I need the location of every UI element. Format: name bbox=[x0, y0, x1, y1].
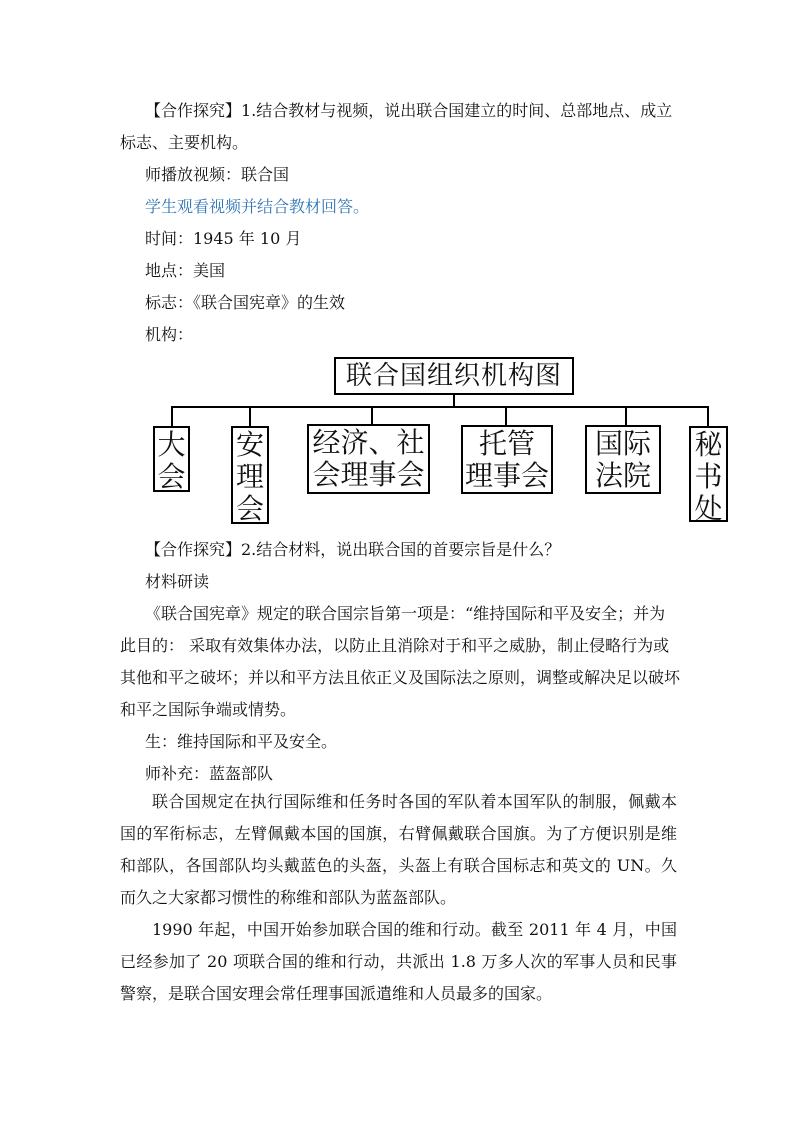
connector-2 bbox=[249, 406, 251, 426]
node-secretariat-line3: 处 bbox=[694, 492, 723, 525]
charter-quote-line2: 此目的： 采取有效集体办法，以防止且消除对于和平之威胁，制止侵略行为或 bbox=[120, 636, 670, 655]
connector-6 bbox=[707, 406, 709, 426]
material-reading-line: 材料研读 bbox=[145, 572, 210, 591]
charter-quote-line4: 和平之国际争端或情势。 bbox=[120, 700, 297, 719]
organization-line: 机构： bbox=[145, 325, 194, 344]
org-chart-title: 联合国组织机构图 bbox=[334, 357, 574, 395]
time-line: 时间：1945 年 10 月 bbox=[145, 229, 302, 248]
node-ecosoc bbox=[307, 424, 430, 494]
node-general-assembly bbox=[153, 426, 190, 492]
location-line: 地点：美国 bbox=[145, 261, 226, 280]
teacher-supplement-line: 师补充：蓝盔部队 bbox=[145, 764, 274, 783]
symbol-line: 标志：《联合国宪章》的生效 bbox=[145, 293, 346, 312]
node-security-council-line3: 会 bbox=[235, 492, 264, 525]
node-security-council-line2: 理 bbox=[235, 460, 264, 493]
node-court-of-justice bbox=[585, 425, 661, 494]
inquiry-1-line2: 标志、主要机构。 bbox=[120, 133, 249, 152]
connector-4 bbox=[505, 406, 507, 425]
node-court-of-justice-line1: 国际 bbox=[594, 427, 651, 460]
student-answer-line: 学生观看视频并结合教材回答。 bbox=[145, 197, 370, 216]
connector-3 bbox=[371, 406, 373, 424]
student-answer-2: 生：维持国际和平及安全。 bbox=[145, 732, 338, 751]
node-court-of-justice-line2: 法院 bbox=[594, 459, 651, 492]
inquiry-1-line1: 【合作探究】1.结合教材与视频，说出联合国建立的时间、总部地点、成立 bbox=[145, 101, 673, 120]
connector-1 bbox=[171, 406, 173, 426]
node-secretariat-line1: 秘 bbox=[694, 428, 723, 461]
un-org-chart bbox=[150, 355, 730, 525]
node-ecosoc-line2: 会理事会 bbox=[312, 458, 425, 491]
inquiry-2-line: 【合作探究】2.结合材料，说出联合国的首要宗旨是什么？ bbox=[145, 540, 561, 559]
charter-quote-line3: 其他和平之破坏；并以和平方法且依正义及国际法之原则，调整或解决足以破坏 bbox=[120, 668, 681, 687]
node-secretariat-line2: 书 bbox=[694, 460, 723, 493]
node-trusteeship-council bbox=[461, 425, 553, 494]
chart-stem bbox=[453, 393, 455, 407]
node-security-council-line1: 安 bbox=[235, 428, 264, 461]
charter-quote-line1: 《联合国宪章》规定的联合国宗旨第一项是：“维持国际和平及安全；并为 bbox=[145, 604, 666, 623]
node-general-assembly-line2: 会 bbox=[157, 460, 186, 493]
node-ecosoc-line1: 经济、社 bbox=[312, 426, 425, 459]
teacher-video-line: 师播放视频：联合国 bbox=[145, 165, 290, 184]
china-peacekeeping-paragraph: 1990 年起，中国开始参加联合国的维和行动。截至 2011 年 4 月，中国已经参加了 20 项联合国的维和行动，共派出 1.8 万多人次的军事人员和民事警察，是联合国安理会常任理事国派遣维和人员最多的国家。 bbox=[120, 920, 677, 1003]
node-trusteeship-council-line1: 托管 bbox=[478, 427, 535, 460]
node-security-council bbox=[231, 426, 269, 524]
node-trusteeship-council-line2: 理事会 bbox=[464, 459, 549, 492]
node-secretariat bbox=[689, 426, 728, 525]
node-general-assembly-line1: 大 bbox=[157, 428, 186, 461]
connector-5 bbox=[625, 406, 627, 425]
blue-helmet-paragraph: 联合国规定在执行国际维和任务时各国的军队着本国军队的制服，佩戴本国的军衔标志，左臂佩戴本国的国旗，右臂佩戴联合国旗。为了方便识别是维和部队，各国部队均头戴蓝色的头盔，头盔上有联合国标志和英文的 UN。久而久之大家都习惯性的称维和部队为蓝盔部队。 bbox=[120, 792, 677, 907]
